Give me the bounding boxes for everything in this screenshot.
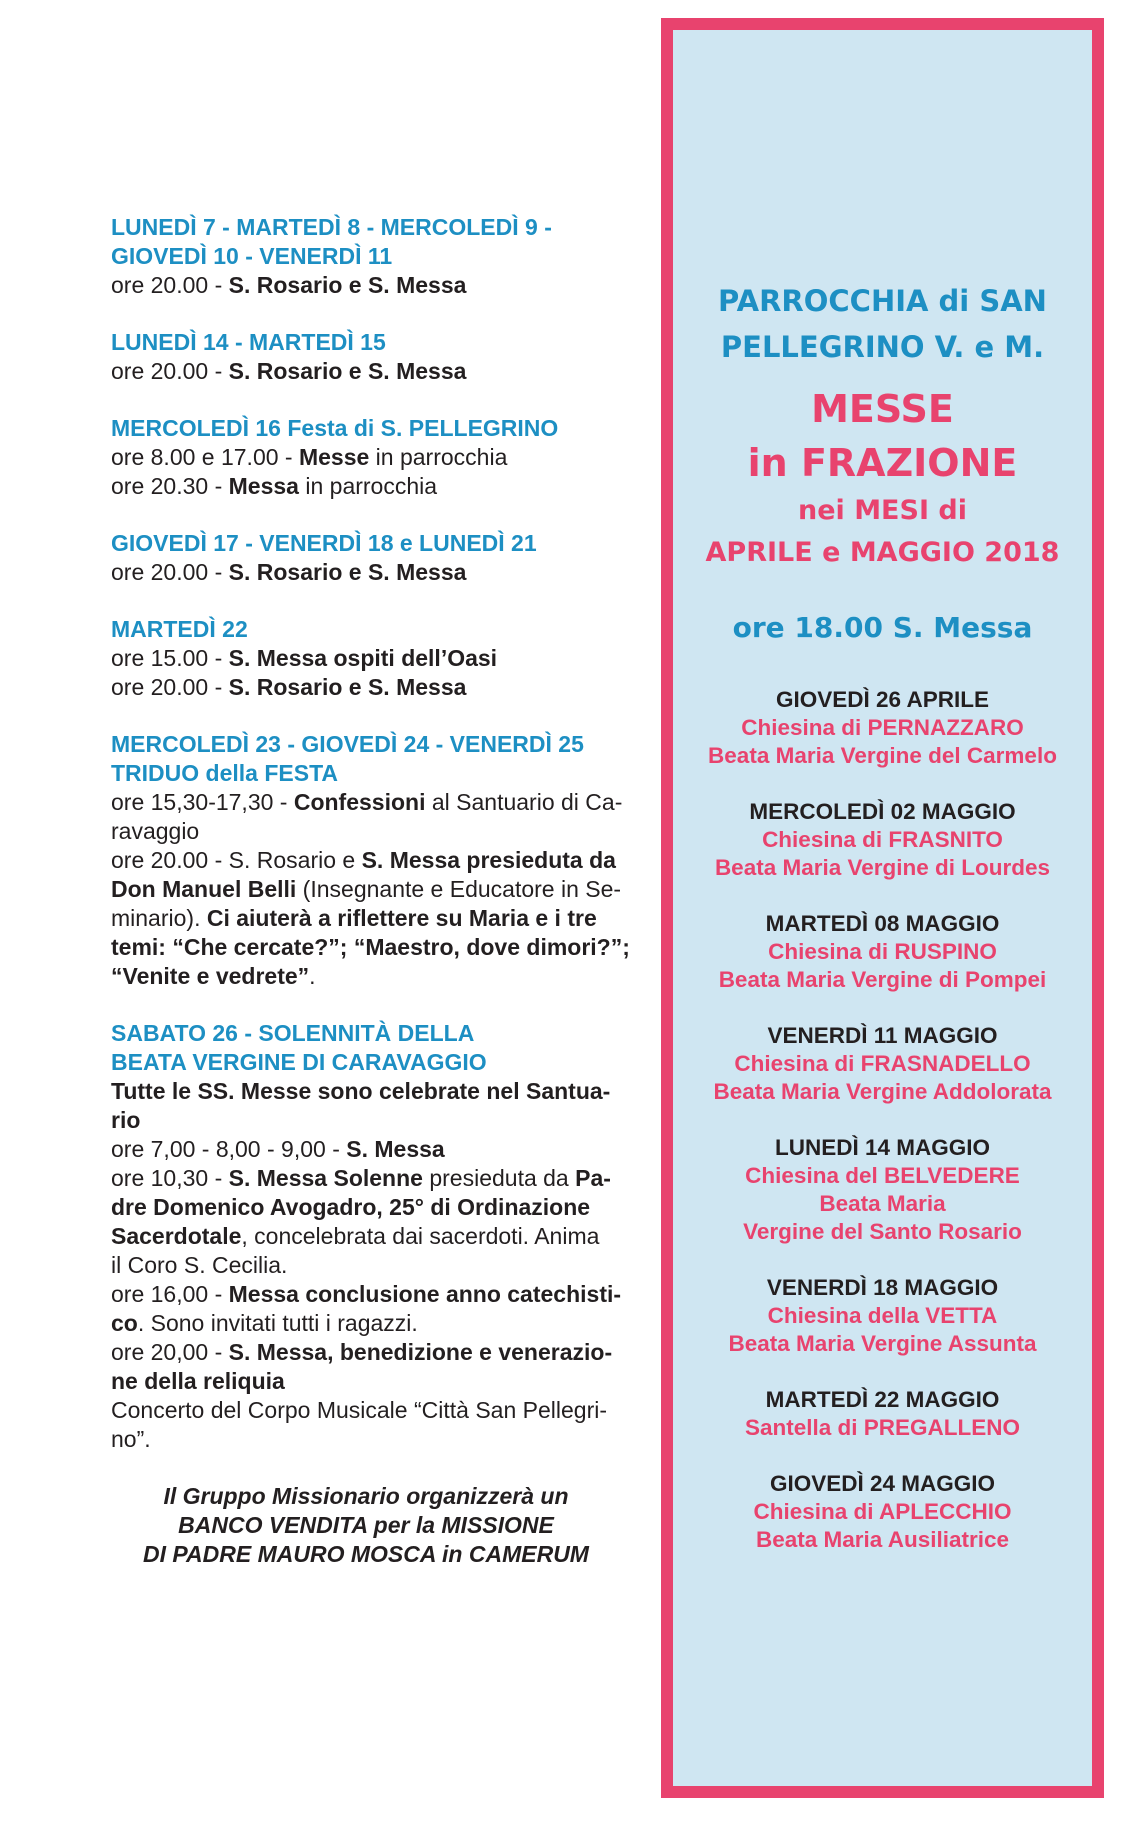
bold-text: co (111, 1310, 138, 1336)
schedule-line (111, 1367, 631, 1396)
bold-text: Confessioni (293, 789, 426, 815)
text: presieduta da (422, 1165, 576, 1191)
text: ore 20.30 - (111, 473, 229, 499)
notice-line: Il Gruppo Missionario organizzerà un (163, 1483, 569, 1509)
block-heading: MERCOLEDÌ 16 Festa di S. PELLEGRINO (111, 415, 559, 441)
schedule-line (111, 357, 631, 386)
text: ore 20.00 - S. Rosario e (111, 847, 362, 873)
text: ore 20.00 - (111, 559, 229, 585)
program-block (111, 414, 631, 501)
bold-text: Sacerdotale (111, 1223, 242, 1249)
event-date: VENERDÌ 18 MAGGIO (766, 1275, 999, 1300)
event-place: Chiesina di FRASNADELLO (734, 1051, 1031, 1076)
text: ravaggio (111, 818, 200, 844)
event-item (673, 1386, 1092, 1442)
schedule-line (111, 1280, 631, 1309)
box-title (673, 382, 1092, 574)
event-place: Chiesina di FRASNITO (762, 827, 1003, 852)
schedule-line (111, 1396, 631, 1425)
text: ore 15.00 - (111, 645, 229, 671)
event-item (673, 1470, 1092, 1554)
event-place: Chiesina del BELVEDERE (745, 1163, 1020, 1188)
event-place: Chiesina di RUSPINO (768, 939, 997, 964)
text: Concerto del Corpo Musicale “Città San Pellegri- (111, 1397, 607, 1423)
event-place: Beata Maria Ausiliatrice (755, 1527, 1010, 1552)
program-blocks (111, 213, 631, 1454)
text: ore 15,30-17,30 - (111, 789, 294, 815)
bold-text: rio (111, 1107, 141, 1133)
event-place: Beata Maria (819, 1191, 946, 1216)
event-item (673, 686, 1092, 770)
bold-text: Pa- (575, 1165, 611, 1191)
event-date: GIOVEDÌ 24 MAGGIO (769, 1471, 996, 1496)
text: ore 20.00 - (111, 674, 229, 700)
text: ore 20.00 - (111, 358, 229, 384)
event-place: Chiesina della VETTA (767, 1303, 998, 1328)
box-inner (673, 30, 1092, 1786)
event-place: Beata Maria Vergine del Carmelo (708, 743, 1057, 768)
schedule-line (111, 673, 631, 702)
schedule-line (111, 817, 631, 846)
text: ore 20.00 - (111, 272, 229, 298)
event-item (673, 1274, 1092, 1358)
bold-text: Messa conclusione anno catechisti- (228, 1281, 622, 1307)
schedule-line (111, 1077, 631, 1106)
event-item (673, 798, 1092, 882)
mass-hour: ore 18.00 S. Messa (732, 611, 1033, 644)
schedule-line (111, 1338, 631, 1367)
program-block (111, 1019, 631, 1454)
text: ore 10,30 - (111, 1165, 229, 1191)
bold-text: S. Messa (346, 1136, 445, 1162)
schedule-line (111, 788, 631, 817)
event-place: Santella di PREGALLENO (744, 1415, 1021, 1440)
block-heading: BEATA VERGINE DI CARAVAGGIO (111, 1049, 487, 1075)
program-block (111, 213, 631, 300)
bold-text: “Venite e vedrete” (111, 963, 310, 989)
bold-text: S. Rosario e S. Messa (228, 358, 467, 384)
event-place: Beata Maria Vergine Assunta (728, 1331, 1037, 1356)
schedule-line (111, 933, 631, 962)
text: ore 7,00 - 8,00 - 9,00 - (111, 1136, 347, 1162)
program-block (111, 730, 631, 991)
bold-text: ne della reliquia (111, 1368, 285, 1394)
bold-text: Don Manuel Belli (111, 876, 297, 902)
event-date: GIOVEDÌ 26 APRILE (776, 687, 989, 712)
schedule-line (111, 1309, 631, 1338)
schedule-line (111, 1425, 631, 1454)
text: . Sono invitati tutti i ragazzi. (137, 1310, 418, 1336)
bold-text: temi: “Che cercate?”; “Maestro, dove dimori?”; (111, 934, 630, 960)
event-place: Beata Maria Vergine di Lourdes (714, 855, 1051, 880)
bold-text: S. Rosario e S. Messa (228, 559, 467, 585)
schedule-line (111, 644, 631, 673)
text: ore 16,00 - (111, 1281, 229, 1307)
event-item (673, 1022, 1092, 1106)
event-place: Chiesina di APLECCHIO (753, 1499, 1012, 1524)
frazione-masses-box (661, 18, 1104, 1798)
event-date: MARTEDÌ 22 MAGGIO (765, 1387, 1000, 1412)
schedule-line (111, 271, 631, 300)
schedule-line (111, 1106, 631, 1135)
schedule-line (111, 443, 631, 472)
bold-text: S. Messa Solenne (228, 1165, 423, 1191)
bold-text: Ci aiuterà a riflettere su Maria e i tre (206, 905, 597, 931)
title-line: MESSE (811, 387, 954, 431)
text: (Insegnante e Educatore in Se- (296, 876, 622, 902)
parish-name (673, 278, 1092, 370)
schedule-line (111, 904, 631, 933)
text: no”. (111, 1426, 151, 1452)
block-heading: LUNEDÌ 14 - MARTEDÌ 15 (111, 329, 386, 355)
schedule-line (111, 1222, 631, 1251)
event-place: Vergine del Santo Rosario (743, 1219, 1022, 1244)
mission-sale-notice (111, 1482, 631, 1569)
bold-text: Messa (228, 473, 299, 499)
event-place: Beata Maria Vergine di Pompei (718, 967, 1047, 992)
event-item (673, 910, 1092, 994)
title-line: in FRAZIONE (747, 441, 1018, 485)
block-heading: MERCOLEDÌ 23 - GIOVEDÌ 24 - VENERDÌ 25 (111, 731, 584, 757)
event-place: Beata Maria Vergine Addolorata (713, 1079, 1052, 1104)
schedule-line (111, 962, 631, 991)
schedule-line (111, 558, 631, 587)
block-heading: SABATO 26 - SOLENNITÀ DELLA (111, 1020, 475, 1046)
program-block (111, 529, 631, 587)
subtitle-line: nei MESI di (798, 495, 967, 526)
event-list (673, 686, 1092, 1582)
schedule-line (111, 846, 631, 875)
text: , concelebrata dai sacerdoti. Anima (241, 1223, 600, 1249)
notice-line: BANCO VENDITA per la MISSIONE (178, 1512, 554, 1538)
bold-text: dre Domenico Avogadro, 25° di Ordinazione (111, 1194, 591, 1220)
program-block (111, 328, 631, 386)
text: in parrocchia (298, 473, 438, 499)
schedule-line (111, 472, 631, 501)
program-block (111, 615, 631, 702)
schedule-line (111, 1251, 631, 1280)
schedule-line (111, 1164, 631, 1193)
text: minario). (111, 905, 207, 931)
text: il Coro S. Cecilia. (111, 1252, 288, 1278)
program-column (111, 213, 631, 1569)
event-date: LUNEDÌ 14 MAGGIO (774, 1135, 991, 1160)
bold-text: S. Rosario e S. Messa (228, 272, 467, 298)
parish-line: PELLEGRINO V. e M. (720, 330, 1045, 364)
text: in parrocchia (369, 444, 508, 470)
notice-line: DI PADRE MAURO MOSCA in CAMERUM (143, 1541, 589, 1567)
parish-line: PARROCCHIA di SAN (718, 284, 1047, 318)
text: . (309, 963, 316, 989)
event-date: MERCOLEDÌ 02 MAGGIO (749, 799, 1016, 824)
bold-text: S. Messa ospiti dell’Oasi (228, 645, 498, 671)
bold-text: Tutte le SS. Messe sono celebrate nel Santua- (111, 1078, 611, 1104)
text: al Santuario di Ca- (425, 789, 623, 815)
event-date: MARTEDÌ 08 MAGGIO (765, 911, 1000, 936)
bold-text: Messe (298, 444, 370, 470)
bold-text: S. Messa, benedizione e venerazio- (228, 1339, 613, 1365)
block-heading: LUNEDÌ 7 - MARTEDÌ 8 - MERCOLEDÌ 9 - (111, 214, 552, 240)
schedule-line (111, 1135, 631, 1164)
bold-text: S. Messa presieduta da (361, 847, 616, 873)
block-heading: TRIDUO della FESTA (111, 760, 339, 786)
event-place: Chiesina di PERNAZZARO (741, 715, 1024, 740)
event-item (673, 1134, 1092, 1246)
block-heading: GIOVEDÌ 10 - VENERDÌ 11 (111, 243, 393, 269)
bold-text: S. Rosario e S. Messa (228, 674, 467, 700)
event-date: VENERDÌ 11 MAGGIO (767, 1023, 998, 1048)
text: ore 20,00 - (111, 1339, 229, 1365)
text: ore 8.00 e 17.00 - (111, 444, 299, 470)
schedule-line (111, 875, 631, 904)
subtitle-line: APRILE e MAGGIO 2018 (705, 537, 1060, 568)
block-heading: GIOVEDÌ 17 - VENERDÌ 18 e LUNEDÌ 21 (111, 530, 537, 556)
schedule-line (111, 1193, 631, 1222)
block-heading: MARTEDÌ 22 (111, 616, 248, 642)
